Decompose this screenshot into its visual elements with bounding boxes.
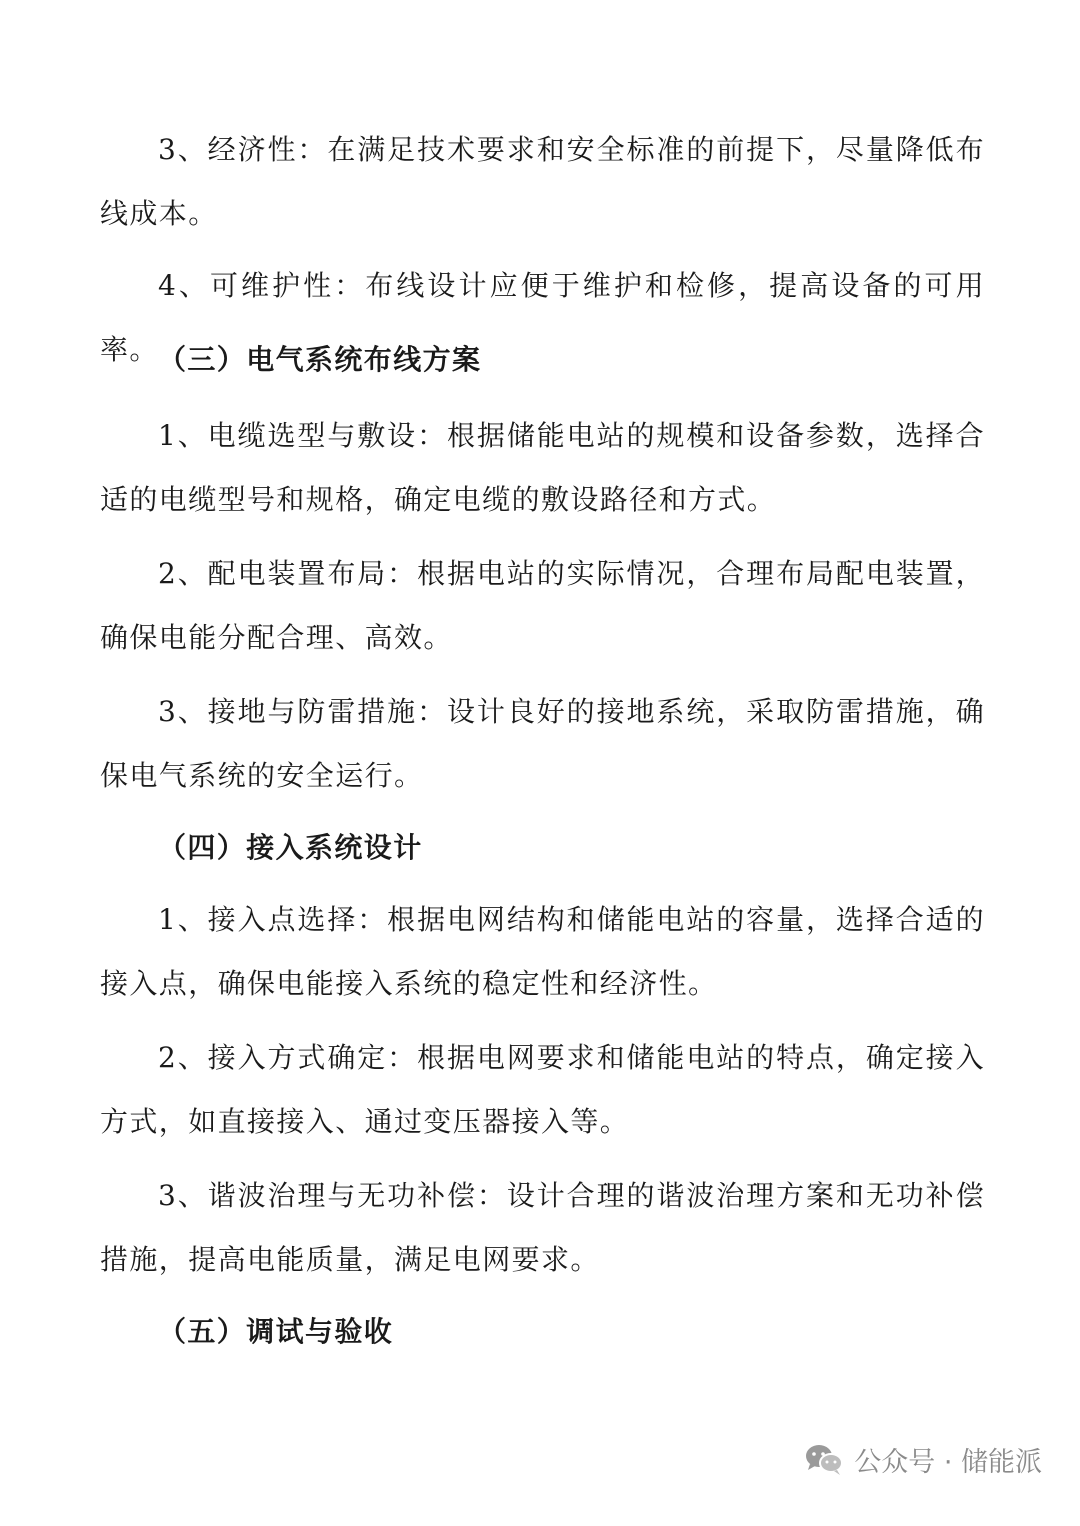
paragraph-access-method: 2、接入方式确定：根据电网要求和储能电站的特点，确定接入方式，如直接接入、通过变压器接入等。 <box>100 1041 985 1138</box>
watermark-text: 公众号 · 储能派 <box>854 1447 1042 1478</box>
paragraph-cable-selection: 1、电缆选型与敷设：根据储能电站的规模和设备参数，选择合适的电缆型号和规格，确定电缆的敷设路径和方式。 <box>100 419 985 516</box>
paragraph-maintainability: 4、可维护性：布线设计应便于维护和检修，提高设备的可用率。 <box>100 269 985 366</box>
paragraph-access-point: 1、接入点选择：根据电网结构和储能电站的容量，选择合适的接入点，确保电能接入系统的稳定性和经济性。 <box>100 903 985 1000</box>
wechat-icon <box>804 1443 844 1477</box>
paragraph-economy: 3、经济性：在满足技术要求和安全标准的前提下，尽量降低布线成本。 <box>100 133 985 230</box>
paragraph-distribution-layout: 2、配电装置布局：根据电站的实际情况，合理布局配电装置，确保电能分配合理、高效。 <box>100 557 985 654</box>
paragraph-harmonics-compensation: 3、谐波治理与无功补偿：设计合理的谐波治理方案和无功补偿措施，提高电能质量，满足电网要求。 <box>100 1179 985 1276</box>
section-heading-wiring-plan: （三）电气系统布线方案 <box>158 343 482 376</box>
section-heading-commissioning: （五）调试与验收 <box>158 1315 394 1348</box>
paragraph-grounding-lightning: 3、接地与防雷措施：设计良好的接地系统，采取防雷措施，确保电气系统的安全运行。 <box>100 695 985 792</box>
watermark <box>804 1440 1042 1479</box>
section-heading-access-system: （四）接入系统设计 <box>158 831 423 864</box>
